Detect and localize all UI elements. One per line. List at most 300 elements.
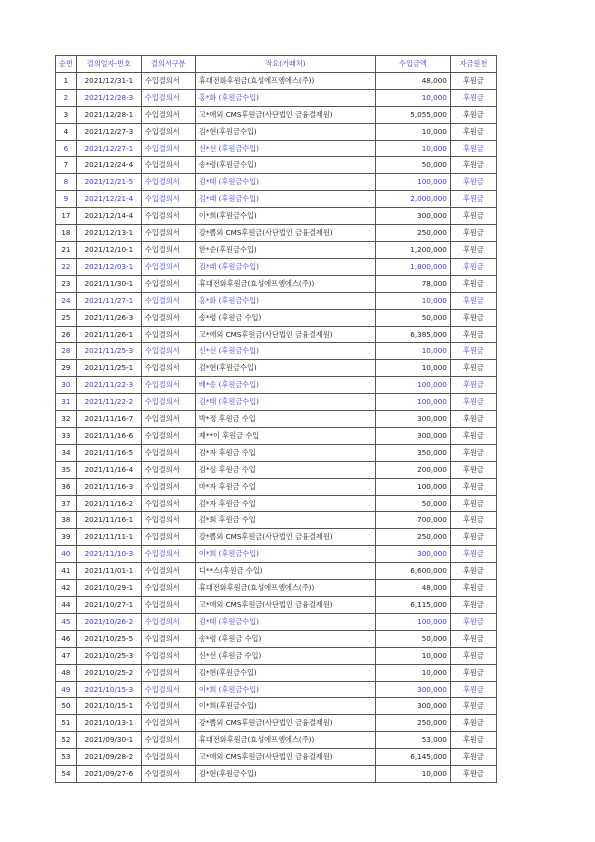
- cell-type: 수입결의서: [141, 444, 195, 461]
- table-row: [56, 630, 497, 647]
- cell-no: 29: [56, 360, 77, 377]
- cell-type: 수입결의서: [141, 326, 195, 343]
- table-row: [56, 563, 497, 580]
- cell-description: 고*애외 CMS후원금(사단법인 금융결제원): [195, 597, 375, 614]
- cell-type: 수입결의서: [141, 715, 195, 732]
- cell-type: 수입결의서: [141, 72, 195, 89]
- cell-date-no: 2021/12/03-1: [76, 258, 141, 275]
- cell-amount: 300,000: [375, 546, 450, 563]
- cell-date-no: 2021/09/28-2: [76, 749, 141, 766]
- cell-description: 신*선 (후원금 수입): [195, 647, 375, 664]
- cell-no: 53: [56, 749, 77, 766]
- cell-description: 이*희 (후원금수입): [195, 681, 375, 698]
- cell-no: 6: [56, 140, 77, 157]
- cell-description: 이*희 (후원금수입): [195, 546, 375, 563]
- cell-amount: 10,000: [375, 343, 450, 360]
- cell-source: 후원금: [450, 613, 496, 630]
- cell-type: 수입결의서: [141, 512, 195, 529]
- table-row: [56, 309, 497, 326]
- cell-no: 45: [56, 613, 77, 630]
- table-row: [56, 427, 497, 444]
- cell-amount: 300,000: [375, 411, 450, 428]
- cell-description: 강*쁨외 CMS후원금(사단법인 금융결제원): [195, 529, 375, 546]
- cell-description: 김*래 (후원금수입): [195, 258, 375, 275]
- cell-amount: 250,000: [375, 225, 450, 242]
- cell-description: 고*애외 CMS후원금(사단법인 금융결제원): [195, 106, 375, 123]
- cell-date-no: 2021/10/25-5: [76, 630, 141, 647]
- cell-type: 수입결의서: [141, 292, 195, 309]
- cell-source: 후원금: [450, 157, 496, 174]
- cell-source: 후원금: [450, 427, 496, 444]
- cell-source: 후원금: [450, 309, 496, 326]
- cell-description: 신*선 (후원금수입): [195, 343, 375, 360]
- cell-source: 후원금: [450, 732, 496, 749]
- cell-amount: 350,000: [375, 444, 450, 461]
- table-row: [56, 343, 497, 360]
- cell-type: 수입결의서: [141, 529, 195, 546]
- table-row: [56, 698, 497, 715]
- cell-type: 수입결의서: [141, 546, 195, 563]
- table-row: [56, 715, 497, 732]
- table-row: [56, 106, 497, 123]
- cell-source: 후원금: [450, 664, 496, 681]
- table-row: [56, 258, 497, 275]
- table-row: [56, 647, 497, 664]
- cell-source: 후원금: [450, 174, 496, 191]
- cell-description: 고*애외 CMS후원금(사단법인 금융결제원): [195, 326, 375, 343]
- cell-date-no: 2021/11/16-1: [76, 512, 141, 529]
- cell-type: 수입결의서: [141, 478, 195, 495]
- cell-type: 수입결의서: [141, 258, 195, 275]
- cell-type: 수입결의서: [141, 681, 195, 698]
- table-row: [56, 123, 497, 140]
- cell-amount: 300,000: [375, 681, 450, 698]
- table-row: [56, 174, 497, 191]
- cell-type: 수입결의서: [141, 732, 195, 749]
- cell-type: 수입결의서: [141, 106, 195, 123]
- cell-no: 35: [56, 461, 77, 478]
- cell-date-no: 2021/11/22-2: [76, 394, 141, 411]
- cell-description: 휴대전화후원금(효성에프엠에스(주)): [195, 72, 375, 89]
- cell-date-no: 2021/10/25-3: [76, 647, 141, 664]
- cell-description: 신*선 (후원금수입): [195, 140, 375, 157]
- cell-description: 김*래 (후원금수입): [195, 191, 375, 208]
- header-amount: 수입금액: [375, 56, 450, 73]
- cell-type: 수입결의서: [141, 613, 195, 630]
- cell-source: 후원금: [450, 512, 496, 529]
- cell-description: 송*령(후원금수입): [195, 157, 375, 174]
- cell-description: 송*령 (후원금 수입): [195, 630, 375, 647]
- table-body: [56, 72, 497, 782]
- cell-no: 8: [56, 174, 77, 191]
- table-row: [56, 444, 497, 461]
- table-row: [56, 732, 497, 749]
- cell-source: 후원금: [450, 208, 496, 225]
- cell-description: 고*애외 CMS후원금(사단법인 금융결제원): [195, 749, 375, 766]
- table-row: [56, 360, 497, 377]
- cell-description: 배*송 (후원금수입): [195, 377, 375, 394]
- table-row: [56, 377, 497, 394]
- cell-amount: 50,000: [375, 157, 450, 174]
- cell-type: 수입결의서: [141, 427, 195, 444]
- cell-amount: 6,145,000: [375, 749, 450, 766]
- cell-no: 41: [56, 563, 77, 580]
- cell-description: 홍*화 (후원금수입): [195, 89, 375, 106]
- table-row: [56, 394, 497, 411]
- cell-date-no: 2021/12/27-1: [76, 140, 141, 157]
- cell-amount: 48,000: [375, 580, 450, 597]
- cell-date-no: 2021/10/15-1: [76, 698, 141, 715]
- cell-amount: 50,000: [375, 495, 450, 512]
- cell-description: 김*회 후원금 수입: [195, 512, 375, 529]
- cell-date-no: 2021/11/25-3: [76, 343, 141, 360]
- cell-source: 후원금: [450, 715, 496, 732]
- header-type: 결의서구분: [141, 56, 195, 73]
- table-row: [56, 495, 497, 512]
- cell-description: 휴대전화후원금(효성에프엠에스(주)): [195, 275, 375, 292]
- header-no: 순번: [56, 56, 77, 73]
- cell-source: 후원금: [450, 766, 496, 783]
- cell-description: 한*순(후원금수입): [195, 241, 375, 258]
- table-row: [56, 664, 497, 681]
- cell-description: 제**이 후원금 수입: [195, 427, 375, 444]
- cell-source: 후원금: [450, 326, 496, 343]
- cell-amount: 100,000: [375, 613, 450, 630]
- cell-type: 수입결의서: [141, 225, 195, 242]
- cell-no: 38: [56, 512, 77, 529]
- cell-date-no: 2021/10/29-1: [76, 580, 141, 597]
- cell-type: 수입결의서: [141, 123, 195, 140]
- cell-description: 휴대전화후원금(효성에프엠에스(주)): [195, 580, 375, 597]
- cell-source: 후원금: [450, 377, 496, 394]
- cell-description: 김*심 후원금 수입: [195, 461, 375, 478]
- cell-amount: 5,055,000: [375, 106, 450, 123]
- cell-source: 후원금: [450, 444, 496, 461]
- cell-amount: 200,000: [375, 461, 450, 478]
- cell-source: 후원금: [450, 546, 496, 563]
- cell-source: 후원금: [450, 275, 496, 292]
- cell-type: 수입결의서: [141, 241, 195, 258]
- cell-no: 42: [56, 580, 77, 597]
- cell-type: 수입결의서: [141, 495, 195, 512]
- cell-date-no: 2021/10/15-3: [76, 681, 141, 698]
- table-row: [56, 208, 497, 225]
- cell-date-no: 2021/11/16-4: [76, 461, 141, 478]
- cell-type: 수입결의서: [141, 174, 195, 191]
- cell-date-no: 2021/12/28-3: [76, 89, 141, 106]
- cell-no: 34: [56, 444, 77, 461]
- cell-source: 후원금: [450, 72, 496, 89]
- cell-date-no: 2021/10/25-2: [76, 664, 141, 681]
- cell-amount: 100,000: [375, 394, 450, 411]
- cell-amount: 6,385,000: [375, 326, 450, 343]
- cell-date-no: 2021/11/01-1: [76, 563, 141, 580]
- cell-source: 후원금: [450, 191, 496, 208]
- table-row: [56, 225, 497, 242]
- cell-source: 후원금: [450, 225, 496, 242]
- cell-no: 4: [56, 123, 77, 140]
- cell-description: 김*자 후원금 수입: [195, 444, 375, 461]
- cell-description: 김*현(후원금수입): [195, 664, 375, 681]
- cell-amount: 10,000: [375, 647, 450, 664]
- cell-source: 후원금: [450, 89, 496, 106]
- cell-no: 24: [56, 292, 77, 309]
- cell-no: 32: [56, 411, 77, 428]
- table-row: [56, 157, 497, 174]
- cell-date-no: 2021/12/27-3: [76, 123, 141, 140]
- cell-date-no: 2021/11/16-3: [76, 478, 141, 495]
- cell-no: 23: [56, 275, 77, 292]
- cell-type: 수입결의서: [141, 411, 195, 428]
- cell-date-no: 2021/10/13-1: [76, 715, 141, 732]
- cell-date-no: 2021/12/10-1: [76, 241, 141, 258]
- table-row: [56, 766, 497, 783]
- cell-type: 수입결의서: [141, 647, 195, 664]
- cell-source: 후원금: [450, 563, 496, 580]
- cell-amount: 10,000: [375, 292, 450, 309]
- cell-description: 강*쁨외 CMS후원금(사단법인 금융결제원): [195, 715, 375, 732]
- cell-amount: 10,000: [375, 140, 450, 157]
- cell-amount: 100,000: [375, 174, 450, 191]
- table-row: [56, 411, 497, 428]
- cell-amount: 10,000: [375, 766, 450, 783]
- cell-date-no: 2021/11/16-2: [76, 495, 141, 512]
- cell-date-no: 2021/12/24-4: [76, 157, 141, 174]
- cell-description: 김*현(후원금수입): [195, 360, 375, 377]
- table-row: [56, 140, 497, 157]
- cell-source: 후원금: [450, 360, 496, 377]
- cell-type: 수입결의서: [141, 597, 195, 614]
- cell-no: 40: [56, 546, 77, 563]
- cell-amount: 6,600,000: [375, 563, 450, 580]
- cell-date-no: 2021/12/21-5: [76, 174, 141, 191]
- cell-date-no: 2021/11/16-5: [76, 444, 141, 461]
- cell-date-no: 2021/11/16-6: [76, 427, 141, 444]
- cell-no: 37: [56, 495, 77, 512]
- cell-type: 수입결의서: [141, 394, 195, 411]
- cell-no: 52: [56, 732, 77, 749]
- cell-no: 44: [56, 597, 77, 614]
- cell-no: 25: [56, 309, 77, 326]
- cell-type: 수입결의서: [141, 664, 195, 681]
- cell-no: 31: [56, 394, 77, 411]
- table-row: [56, 478, 497, 495]
- table-row: [56, 681, 497, 698]
- cell-type: 수입결의서: [141, 343, 195, 360]
- cell-amount: 100,000: [375, 478, 450, 495]
- cell-description: 디**스(후원금 수입): [195, 563, 375, 580]
- cell-type: 수입결의서: [141, 630, 195, 647]
- table-row: [56, 292, 497, 309]
- cell-amount: 700,000: [375, 512, 450, 529]
- cell-type: 수입결의서: [141, 157, 195, 174]
- header-source: 자금원천: [450, 56, 496, 73]
- table-row: [56, 326, 497, 343]
- cell-amount: 50,000: [375, 630, 450, 647]
- cell-source: 후원금: [450, 411, 496, 428]
- cell-source: 후원금: [450, 478, 496, 495]
- cell-date-no: 2021/11/26-3: [76, 309, 141, 326]
- cell-no: 17: [56, 208, 77, 225]
- cell-no: 39: [56, 529, 77, 546]
- cell-description: 마*자 후원금 수입: [195, 478, 375, 495]
- cell-source: 후원금: [450, 529, 496, 546]
- cell-no: 46: [56, 630, 77, 647]
- cell-source: 후원금: [450, 241, 496, 258]
- cell-amount: 53,000: [375, 732, 450, 749]
- cell-amount: 78,000: [375, 275, 450, 292]
- cell-date-no: 2021/09/30-1: [76, 732, 141, 749]
- cell-no: 21: [56, 241, 77, 258]
- cell-date-no: 2021/11/30-1: [76, 275, 141, 292]
- cell-amount: 300,000: [375, 698, 450, 715]
- cell-date-no: 2021/12/31-1: [76, 72, 141, 89]
- table-row: [56, 749, 497, 766]
- cell-amount: 10,000: [375, 664, 450, 681]
- cell-amount: 10,000: [375, 89, 450, 106]
- cell-no: 49: [56, 681, 77, 698]
- cell-no: 50: [56, 698, 77, 715]
- table-row: [56, 580, 497, 597]
- table-row: [56, 546, 497, 563]
- cell-no: 47: [56, 647, 77, 664]
- cell-no: 48: [56, 664, 77, 681]
- cell-source: 후원금: [450, 461, 496, 478]
- cell-no: 22: [56, 258, 77, 275]
- cell-source: 후원금: [450, 123, 496, 140]
- cell-date-no: 2021/11/25-1: [76, 360, 141, 377]
- cell-no: 1: [56, 72, 77, 89]
- table-row: [56, 512, 497, 529]
- cell-date-no: 2021/11/22-3: [76, 377, 141, 394]
- cell-type: 수입결의서: [141, 698, 195, 715]
- cell-type: 수입결의서: [141, 360, 195, 377]
- table-header-row: [56, 56, 497, 73]
- cell-type: 수입결의서: [141, 309, 195, 326]
- cell-type: 수입결의서: [141, 377, 195, 394]
- cell-no: 51: [56, 715, 77, 732]
- cell-type: 수입결의서: [141, 208, 195, 225]
- cell-no: 9: [56, 191, 77, 208]
- cell-date-no: 2021/12/13-1: [76, 225, 141, 242]
- cell-type: 수입결의서: [141, 563, 195, 580]
- table-row: [56, 613, 497, 630]
- cell-no: 33: [56, 427, 77, 444]
- cell-description: 김*태 (후원금수입): [195, 613, 375, 630]
- cell-date-no: 2021/11/11-1: [76, 529, 141, 546]
- cell-amount: 50,000: [375, 309, 450, 326]
- cell-description: 홍*화 (후원금수입): [195, 292, 375, 309]
- cell-description: 김*태 (후원금수입): [195, 174, 375, 191]
- header-date-no: 결의일자-번호: [76, 56, 141, 73]
- cell-no: 3: [56, 106, 77, 123]
- cell-source: 후원금: [450, 580, 496, 597]
- cell-source: 후원금: [450, 106, 496, 123]
- cell-no: 30: [56, 377, 77, 394]
- cell-description: 김*태 (후원금수입): [195, 394, 375, 411]
- cell-amount: 250,000: [375, 715, 450, 732]
- donation-income-table: [55, 55, 497, 783]
- cell-type: 수입결의서: [141, 461, 195, 478]
- table-row: [56, 461, 497, 478]
- cell-amount: 100,000: [375, 377, 450, 394]
- cell-source: 후원금: [450, 343, 496, 360]
- cell-amount: 6,115,000: [375, 597, 450, 614]
- cell-type: 수입결의서: [141, 140, 195, 157]
- cell-type: 수입결의서: [141, 191, 195, 208]
- cell-description: 김*현(후원금수입): [195, 766, 375, 783]
- cell-source: 후원금: [450, 597, 496, 614]
- cell-description: 이*희(후원금수입): [195, 208, 375, 225]
- cell-type: 수입결의서: [141, 766, 195, 783]
- table-row: [56, 72, 497, 89]
- cell-no: 18: [56, 225, 77, 242]
- cell-date-no: 2021/12/28-1: [76, 106, 141, 123]
- cell-source: 후원금: [450, 647, 496, 664]
- cell-source: 후원금: [450, 292, 496, 309]
- cell-no: 36: [56, 478, 77, 495]
- cell-no: 2: [56, 89, 77, 106]
- cell-date-no: 2021/11/16-7: [76, 411, 141, 428]
- cell-type: 수입결의서: [141, 580, 195, 597]
- table-row: [56, 597, 497, 614]
- cell-description: 송*령 (후원금 수입): [195, 309, 375, 326]
- table-row: [56, 191, 497, 208]
- cell-date-no: 2021/11/10-3: [76, 546, 141, 563]
- cell-date-no: 2021/10/26-2: [76, 613, 141, 630]
- cell-source: 후원금: [450, 394, 496, 411]
- cell-date-no: 2021/12/21-4: [76, 191, 141, 208]
- table-row: [56, 529, 497, 546]
- cell-amount: 250,000: [375, 529, 450, 546]
- cell-amount: 1,800,000: [375, 258, 450, 275]
- cell-no: 7: [56, 157, 77, 174]
- cell-source: 후원금: [450, 698, 496, 715]
- cell-source: 후원금: [450, 630, 496, 647]
- cell-no: 28: [56, 343, 77, 360]
- cell-source: 후원금: [450, 749, 496, 766]
- cell-description: 김*자 후원금 수입: [195, 495, 375, 512]
- header-description: 적요(거래처): [195, 56, 375, 73]
- cell-amount: 300,000: [375, 427, 450, 444]
- cell-description: 박*정 후원금 수입: [195, 411, 375, 428]
- table-row: [56, 241, 497, 258]
- cell-type: 수입결의서: [141, 275, 195, 292]
- cell-no: 54: [56, 766, 77, 783]
- cell-source: 후원금: [450, 258, 496, 275]
- cell-date-no: 2021/11/27-1: [76, 292, 141, 309]
- cell-date-no: 2021/12/14-4: [76, 208, 141, 225]
- cell-amount: 2,000,000: [375, 191, 450, 208]
- cell-date-no: 2021/09/27-6: [76, 766, 141, 783]
- cell-description: 이*희(후원금수입): [195, 698, 375, 715]
- cell-type: 수입결의서: [141, 749, 195, 766]
- cell-source: 후원금: [450, 495, 496, 512]
- cell-amount: 48,000: [375, 72, 450, 89]
- cell-description: 강*쁨외 CMS후원금(사단법인 금융결제원): [195, 225, 375, 242]
- cell-amount: 10,000: [375, 360, 450, 377]
- cell-source: 후원금: [450, 681, 496, 698]
- cell-date-no: 2021/10/27-1: [76, 597, 141, 614]
- table-row: [56, 275, 497, 292]
- cell-type: 수입결의서: [141, 89, 195, 106]
- cell-description: 휴대전화후원금(효성에프엠에스(주)): [195, 732, 375, 749]
- cell-amount: 300,000: [375, 208, 450, 225]
- cell-date-no: 2021/11/26-1: [76, 326, 141, 343]
- table-row: [56, 89, 497, 106]
- cell-description: 김*현(후원금수입): [195, 123, 375, 140]
- cell-no: 26: [56, 326, 77, 343]
